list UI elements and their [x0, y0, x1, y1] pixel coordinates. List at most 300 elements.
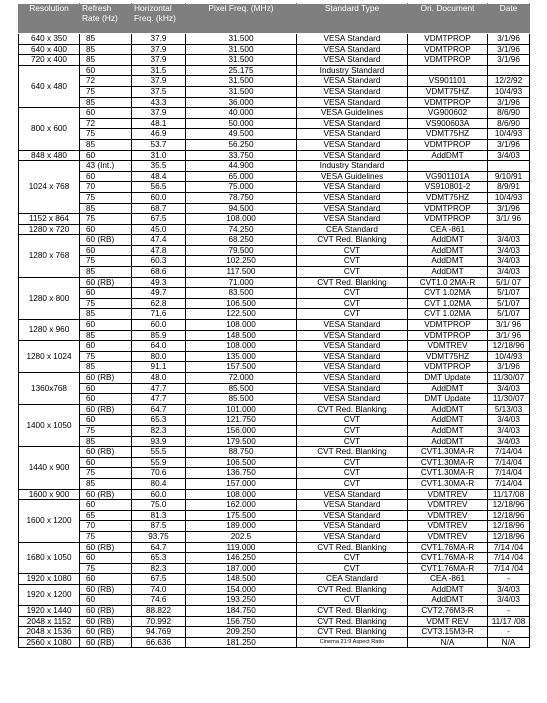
pixel-freq-cell: 85.500 [186, 383, 297, 394]
date-cell: 3/4/03 [488, 245, 530, 256]
standard-type-cell: VESA Guidelines [297, 108, 408, 119]
document-cell: AddDMT [408, 584, 488, 595]
standard-type-cell: CVT [297, 267, 408, 278]
table-row [19, 118, 530, 129]
standard-type-cell: VESA Standard [297, 55, 408, 66]
date-cell: - [488, 606, 530, 617]
table-row [19, 425, 530, 436]
horizontal-freq-cell: 31.5 [132, 65, 186, 76]
date-cell: 3/1/96 [488, 34, 530, 45]
table-row [19, 404, 530, 415]
refresh-rate-cell: 60 [80, 500, 132, 511]
pixel-freq-cell: 44.900 [186, 161, 297, 172]
document-cell: CVT1.76MA-R [408, 553, 488, 564]
resolution-cell: 1280 x 960 [19, 320, 80, 341]
horizontal-freq-cell: 70.992 [132, 616, 186, 627]
document-cell: CVT 1.02MA [408, 288, 488, 299]
standard-type-cell: CVT [297, 298, 408, 309]
date-cell: 8/9/91 [488, 182, 530, 193]
document-cell [408, 161, 488, 172]
date-cell: 11/17/08 [488, 489, 530, 500]
horizontal-freq-cell: 80.0 [132, 351, 186, 362]
document-cell: CVT2.76M3-R [408, 606, 488, 617]
horizontal-freq-cell: 37.5 [132, 86, 186, 97]
refresh-rate-cell: 85 [80, 309, 132, 320]
standard-type-cell: CVT [297, 553, 408, 564]
pixel-freq-cell: 148.500 [186, 330, 297, 341]
refresh-rate-cell: 60 (RB) [80, 277, 132, 288]
standard-type-cell: VESA Standard [297, 76, 408, 87]
standard-type-cell: VESA Standard [297, 320, 408, 331]
document-cell: AddDMT [408, 383, 488, 394]
horizontal-freq-cell: 65.3 [132, 553, 186, 564]
pixel-freq-cell: 156.750 [186, 616, 297, 627]
refresh-rate-cell: 75 [80, 192, 132, 203]
standard-type-cell: CVT [297, 436, 408, 447]
standard-type-cell: CVT [297, 457, 408, 468]
horizontal-freq-cell: 35.5 [132, 161, 186, 172]
date-cell: 5/1/07 [488, 309, 530, 320]
pixel-freq-cell: 78.750 [186, 192, 297, 203]
standard-type-cell: VESA Standard [297, 394, 408, 405]
standard-type-cell: VESA Standard [297, 118, 408, 129]
standard-type-cell: VESA Standard [297, 86, 408, 97]
resolution-cell: 1024 x 768 [19, 161, 80, 214]
table-row [19, 468, 530, 479]
horizontal-freq-cell: 65.3 [132, 415, 186, 426]
table-body [19, 34, 530, 648]
standard-type-cell: VESA Standard [297, 129, 408, 140]
table-row [19, 383, 530, 394]
pixel-freq-cell: 121.750 [186, 415, 297, 426]
standard-type-cell: Cinema 21:9 Aspect Ratio [297, 637, 408, 648]
refresh-rate-cell: 60 (RB) [80, 637, 132, 648]
horizontal-freq-cell: 74.6 [132, 595, 186, 606]
pixel-freq-cell: 31.500 [186, 34, 297, 45]
document-cell: CVT3.15M3-R [408, 627, 488, 638]
refresh-rate-cell: 85 [80, 203, 132, 214]
table-row [19, 277, 530, 288]
refresh-rate-cell: 85 [80, 34, 132, 45]
table-row [19, 457, 530, 468]
date-cell: 11/30/07 [488, 373, 530, 384]
document-cell: DMT Update [408, 373, 488, 384]
refresh-rate-cell: 85 [80, 478, 132, 489]
table-row [19, 542, 530, 553]
standard-type-cell: VESA Standard [297, 521, 408, 532]
refresh-rate-cell: 60 [80, 320, 132, 331]
standard-type-cell: CVT [297, 468, 408, 479]
table-row [19, 309, 530, 320]
pixel-freq-cell: 117.500 [186, 267, 297, 278]
refresh-rate-cell: 60 [80, 383, 132, 394]
date-cell: 7/14/04 [488, 447, 530, 458]
pixel-freq-cell: 106.500 [186, 298, 297, 309]
standard-type-cell: CVT [297, 288, 408, 299]
refresh-rate-cell: 60 (RB) [80, 584, 132, 595]
pixel-freq-cell: 189.000 [186, 521, 297, 532]
pixel-freq-cell: 65.000 [186, 171, 297, 182]
standard-type-cell: CVT [297, 256, 408, 267]
date-cell: 11/30/07 [488, 394, 530, 405]
document-cell: CVT1.30MA-R [408, 457, 488, 468]
horizontal-freq-cell: 64.0 [132, 341, 186, 352]
pixel-freq-cell: 119.000 [186, 542, 297, 553]
refresh-rate-cell: 60 [80, 553, 132, 564]
table-row [19, 373, 530, 384]
horizontal-freq-cell: 71.6 [132, 309, 186, 320]
date-cell: 12/18/96 [488, 521, 530, 532]
pixel-freq-cell: 75.000 [186, 182, 297, 193]
date-cell [488, 224, 530, 235]
date-cell: 3/4/03 [488, 584, 530, 595]
pixel-freq-cell: 31.500 [186, 76, 297, 87]
pixel-freq-cell: 74.250 [186, 224, 297, 235]
document-cell: VDMTREV [408, 510, 488, 521]
refresh-rate-cell: 60 (RB) [80, 627, 132, 638]
document-cell: VDMTREV [408, 489, 488, 500]
date-cell: 5/1/ 07 [488, 277, 530, 288]
date-cell: 3/1/96 [488, 139, 530, 150]
document-cell: VDMTREV [408, 341, 488, 352]
document-cell: AddDMT [408, 245, 488, 256]
standard-type-cell: VESA Standard [297, 330, 408, 341]
document-cell: AddDMT [408, 267, 488, 278]
pixel-freq-cell: 122.500 [186, 309, 297, 320]
standard-type-cell: VESA Standard [297, 500, 408, 511]
table-row [19, 521, 530, 532]
pixel-freq-cell: 108.000 [186, 341, 297, 352]
resolution-cell: 2048 x 1536 [19, 627, 80, 638]
standard-type-cell: VESA Standard [297, 97, 408, 108]
document-cell: VDMTPROP [408, 34, 488, 45]
table-row [19, 627, 530, 638]
document-cell: VDMTPROP [408, 320, 488, 331]
document-cell: CVT1.76MA-R [408, 542, 488, 553]
horizontal-freq-cell: 55.9 [132, 457, 186, 468]
refresh-rate-cell: 60 (RB) [80, 404, 132, 415]
horizontal-freq-cell: 64.7 [132, 404, 186, 415]
date-cell: 7/14 /04 [488, 553, 530, 564]
pixel-freq-cell: 157.500 [186, 362, 297, 373]
date-cell: 3/1/96 [488, 362, 530, 373]
refresh-rate-cell: 85 [80, 330, 132, 341]
refresh-rate-cell: 60 [80, 224, 132, 235]
table-row [19, 192, 530, 203]
refresh-rate-cell: 60 [80, 595, 132, 606]
document-cell: VDMTPROP [408, 97, 488, 108]
pixel-freq-cell: 94.500 [186, 203, 297, 214]
document-cell: CVT1.30MA-R [408, 468, 488, 479]
document-cell: VDMTREV [408, 500, 488, 511]
resolution-cell: 640 x 350 [19, 34, 80, 45]
resolution-cell: 2048 x 1152 [19, 616, 80, 627]
date-cell: 3/4/03 [488, 415, 530, 426]
standard-type-cell: CEA Standard [297, 574, 408, 585]
document-cell: VDMTPROP [408, 139, 488, 150]
standard-type-cell: VESA Standard [297, 44, 408, 55]
horizontal-freq-cell: 93.75 [132, 531, 186, 542]
horizontal-freq-cell: 68.6 [132, 267, 186, 278]
table-row [19, 436, 530, 447]
date-cell: 7/14 /04 [488, 542, 530, 553]
refresh-rate-cell: 60 [80, 288, 132, 299]
document-cell: VS910801-2 [408, 182, 488, 193]
table-row [19, 65, 530, 76]
table-row [19, 584, 530, 595]
header-resolution: Resolution [19, 4, 80, 34]
date-cell [488, 65, 530, 76]
table-row [19, 76, 530, 87]
resolution-cell: 1400 x 1050 [19, 404, 80, 446]
table-row [19, 288, 530, 299]
refresh-rate-cell: 60 (RB) [80, 373, 132, 384]
horizontal-freq-cell: 47.7 [132, 383, 186, 394]
date-cell: 11/17 /08 [488, 616, 530, 627]
resolution-cell: 720 x 400 [19, 55, 80, 66]
pixel-freq-cell: 156.000 [186, 425, 297, 436]
table-row [19, 235, 530, 246]
horizontal-freq-cell: 62.8 [132, 298, 186, 309]
pixel-freq-cell: 31.500 [186, 55, 297, 66]
header-date: Date [488, 4, 530, 34]
horizontal-freq-cell: 49.3 [132, 277, 186, 288]
pixel-freq-cell: 88.750 [186, 447, 297, 458]
table-row [19, 129, 530, 140]
horizontal-freq-cell: 37.9 [132, 55, 186, 66]
date-cell: 10/4/93 [488, 129, 530, 140]
pixel-freq-cell: 49.500 [186, 129, 297, 140]
table-row [19, 394, 530, 405]
date-cell: 3/1/96 [488, 44, 530, 55]
date-cell: 10/4/93 [488, 351, 530, 362]
pixel-freq-cell: 181.250 [186, 637, 297, 648]
horizontal-freq-cell: 80.4 [132, 478, 186, 489]
horizontal-freq-cell: 47.8 [132, 245, 186, 256]
refresh-rate-cell: 70 [80, 182, 132, 193]
horizontal-freq-cell: 60.0 [132, 489, 186, 500]
document-cell: AddDMT [408, 235, 488, 246]
pixel-freq-cell: 193.250 [186, 595, 297, 606]
refresh-rate-cell: 85 [80, 267, 132, 278]
standard-type-cell: CVT [297, 478, 408, 489]
date-cell: 12/18/96 [488, 500, 530, 511]
date-cell: 12/18/96 [488, 531, 530, 542]
horizontal-freq-cell: 48.4 [132, 171, 186, 182]
table-row [19, 97, 530, 108]
refresh-rate-cell: 60 [80, 171, 132, 182]
pixel-freq-cell: 33.750 [186, 150, 297, 161]
date-cell: 3/1/ 96 [488, 320, 530, 331]
document-cell: CVT 1.02MA [408, 298, 488, 309]
standard-type-cell: VESA Standard [297, 531, 408, 542]
refresh-rate-cell: 43 (Int.) [80, 161, 132, 172]
refresh-rate-cell: 60 [80, 415, 132, 426]
refresh-rate-cell: 75 [80, 563, 132, 574]
standard-type-cell: CVT Red. Blanking [297, 616, 408, 627]
date-cell: 3/1/ 96 [488, 214, 530, 225]
date-cell: - [488, 574, 530, 585]
resolution-cell: 848 x 480 [19, 150, 80, 161]
header-refresh-rate: Refresh Rate (Hz) [80, 4, 132, 34]
horizontal-freq-cell: 82.3 [132, 425, 186, 436]
resolution-cell: 1440 x 900 [19, 447, 80, 489]
horizontal-freq-cell: 91.1 [132, 362, 186, 373]
document-cell: VDMT75HZ [408, 86, 488, 97]
document-cell: VDMTREV [408, 531, 488, 542]
standard-type-cell: VESA Standard [297, 34, 408, 45]
pixel-freq-cell: 71.000 [186, 277, 297, 288]
document-cell: VDMTPROP [408, 362, 488, 373]
horizontal-freq-cell: 85.9 [132, 330, 186, 341]
standard-type-cell: CVT Red. Blanking [297, 235, 408, 246]
document-cell: VDMT75HZ [408, 351, 488, 362]
table-row [19, 108, 530, 119]
refresh-rate-cell: 72 [80, 118, 132, 129]
refresh-rate-cell: 75 [80, 214, 132, 225]
refresh-rate-cell: 65 [80, 510, 132, 521]
header-row [19, 4, 530, 34]
standard-type-cell: CVT [297, 563, 408, 574]
horizontal-freq-cell: 46.9 [132, 129, 186, 140]
table-row [19, 34, 530, 45]
document-cell: VDMTPROP [408, 203, 488, 214]
pixel-freq-cell: 50.000 [186, 118, 297, 129]
resolution-cell: 640 x 480 [19, 65, 80, 107]
resolution-cell: 1360x768 [19, 373, 80, 405]
date-cell: 12/18/96 [488, 510, 530, 521]
table-header [19, 4, 530, 34]
horizontal-freq-cell: 64.7 [132, 542, 186, 553]
table-row [19, 510, 530, 521]
document-cell: VDMT75HZ [408, 192, 488, 203]
resolution-cell: 1280 x 768 [19, 235, 80, 277]
refresh-rate-cell: 60 (RB) [80, 447, 132, 458]
refresh-rate-cell: 75 [80, 298, 132, 309]
horizontal-freq-cell: 67.5 [132, 214, 186, 225]
table-row [19, 139, 530, 150]
table-row [19, 553, 530, 564]
refresh-rate-cell: 85 [80, 362, 132, 373]
refresh-rate-cell: 60 [80, 65, 132, 76]
horizontal-freq-cell: 94.769 [132, 627, 186, 638]
date-cell [488, 161, 530, 172]
refresh-rate-cell: 85 [80, 55, 132, 66]
date-cell: 5/1/07 [488, 298, 530, 309]
standard-type-cell: VESA Standard [297, 192, 408, 203]
document-cell: VS900603A [408, 118, 488, 129]
date-cell: 8/6/90 [488, 108, 530, 119]
pixel-freq-cell: 40.000 [186, 108, 297, 119]
date-cell: 3/4/03 [488, 436, 530, 447]
pixel-freq-cell: 162.000 [186, 500, 297, 511]
date-cell: 3/4/03 [488, 267, 530, 278]
standard-type-cell: VESA Standard [297, 182, 408, 193]
table-row [19, 489, 530, 500]
document-cell: DMT Update [408, 394, 488, 405]
table-row [19, 245, 530, 256]
date-cell: 12/2/92 [488, 76, 530, 87]
resolution-cell: 1600 x 900 [19, 489, 80, 500]
horizontal-freq-cell: 74.0 [132, 584, 186, 595]
pixel-freq-cell: 148.500 [186, 574, 297, 585]
horizontal-freq-cell: 48.0 [132, 373, 186, 384]
horizontal-freq-cell: 93.9 [132, 436, 186, 447]
refresh-rate-cell: 60 (RB) [80, 616, 132, 627]
horizontal-freq-cell: 45.0 [132, 224, 186, 235]
table-row [19, 320, 530, 331]
standard-type-cell: CVT Red. Blanking [297, 447, 408, 458]
standard-type-cell: CVT [297, 415, 408, 426]
date-cell: 10/4/93 [488, 192, 530, 203]
refresh-rate-cell: 60 [80, 341, 132, 352]
standard-type-cell: VESA Standard [297, 510, 408, 521]
standard-type-cell: CVT Red. Blanking [297, 542, 408, 553]
document-cell: AddDMT [408, 404, 488, 415]
refresh-rate-cell: 75 [80, 86, 132, 97]
pixel-freq-cell: 68.250 [186, 235, 297, 246]
table-row [19, 616, 530, 627]
resolution-cell: 1920 x 1200 [19, 584, 80, 605]
horizontal-freq-cell: 37.9 [132, 34, 186, 45]
pixel-freq-cell: 36.000 [186, 97, 297, 108]
pixel-freq-cell: 108.000 [186, 489, 297, 500]
document-cell: N/A [408, 637, 488, 648]
table-row [19, 182, 530, 193]
refresh-rate-cell: 75 [80, 256, 132, 267]
date-cell: 3/4/03 [488, 256, 530, 267]
standard-type-cell: VESA Standard [297, 139, 408, 150]
horizontal-freq-cell: 37.9 [132, 108, 186, 119]
resolution-cell: 1600 x 1200 [19, 500, 80, 542]
date-cell: 9/10/91 [488, 171, 530, 182]
pixel-freq-cell: 184.750 [186, 606, 297, 617]
horizontal-freq-cell: 82.3 [132, 563, 186, 574]
pixel-freq-cell: 157.000 [186, 478, 297, 489]
date-cell: 3/4/03 [488, 425, 530, 436]
refresh-rate-cell: 60 (RB) [80, 489, 132, 500]
resolution-cell: 1280 x 1024 [19, 341, 80, 373]
resolution-cell: 2560 x 1080 [19, 637, 80, 648]
refresh-rate-cell: 75 [80, 468, 132, 479]
pixel-freq-cell: 72.000 [186, 373, 297, 384]
refresh-rate-cell: 75 [80, 531, 132, 542]
standard-type-cell: CVT Red. Blanking [297, 606, 408, 617]
date-cell: 5/1/07 [488, 288, 530, 299]
standard-type-cell: VESA Standard [297, 351, 408, 362]
horizontal-freq-cell: 55.5 [132, 447, 186, 458]
standard-type-cell: CVT Red. Blanking [297, 277, 408, 288]
document-cell: AddDMT [408, 436, 488, 447]
document-cell: CVT 1.02MA [408, 309, 488, 320]
horizontal-freq-cell: 43.3 [132, 97, 186, 108]
pixel-freq-cell: 25.175 [186, 65, 297, 76]
display-timing-table [18, 3, 530, 648]
header-ori-document: Ori. Document [408, 4, 488, 34]
standard-type-cell: VESA Standard [297, 373, 408, 384]
table-row [19, 637, 530, 648]
resolution-cell: 640 x 400 [19, 44, 80, 55]
table-row [19, 161, 530, 172]
resolution-cell: 1680 x 1050 [19, 542, 80, 574]
document-cell: CVT1.76MA-R [408, 563, 488, 574]
refresh-rate-cell: 72 [80, 76, 132, 87]
pixel-freq-cell: 175.500 [186, 510, 297, 521]
refresh-rate-cell: 75 [80, 129, 132, 140]
date-cell: - [488, 627, 530, 638]
document-cell: AddDMT [408, 425, 488, 436]
document-cell: CVT1.0 2MA-R [408, 277, 488, 288]
